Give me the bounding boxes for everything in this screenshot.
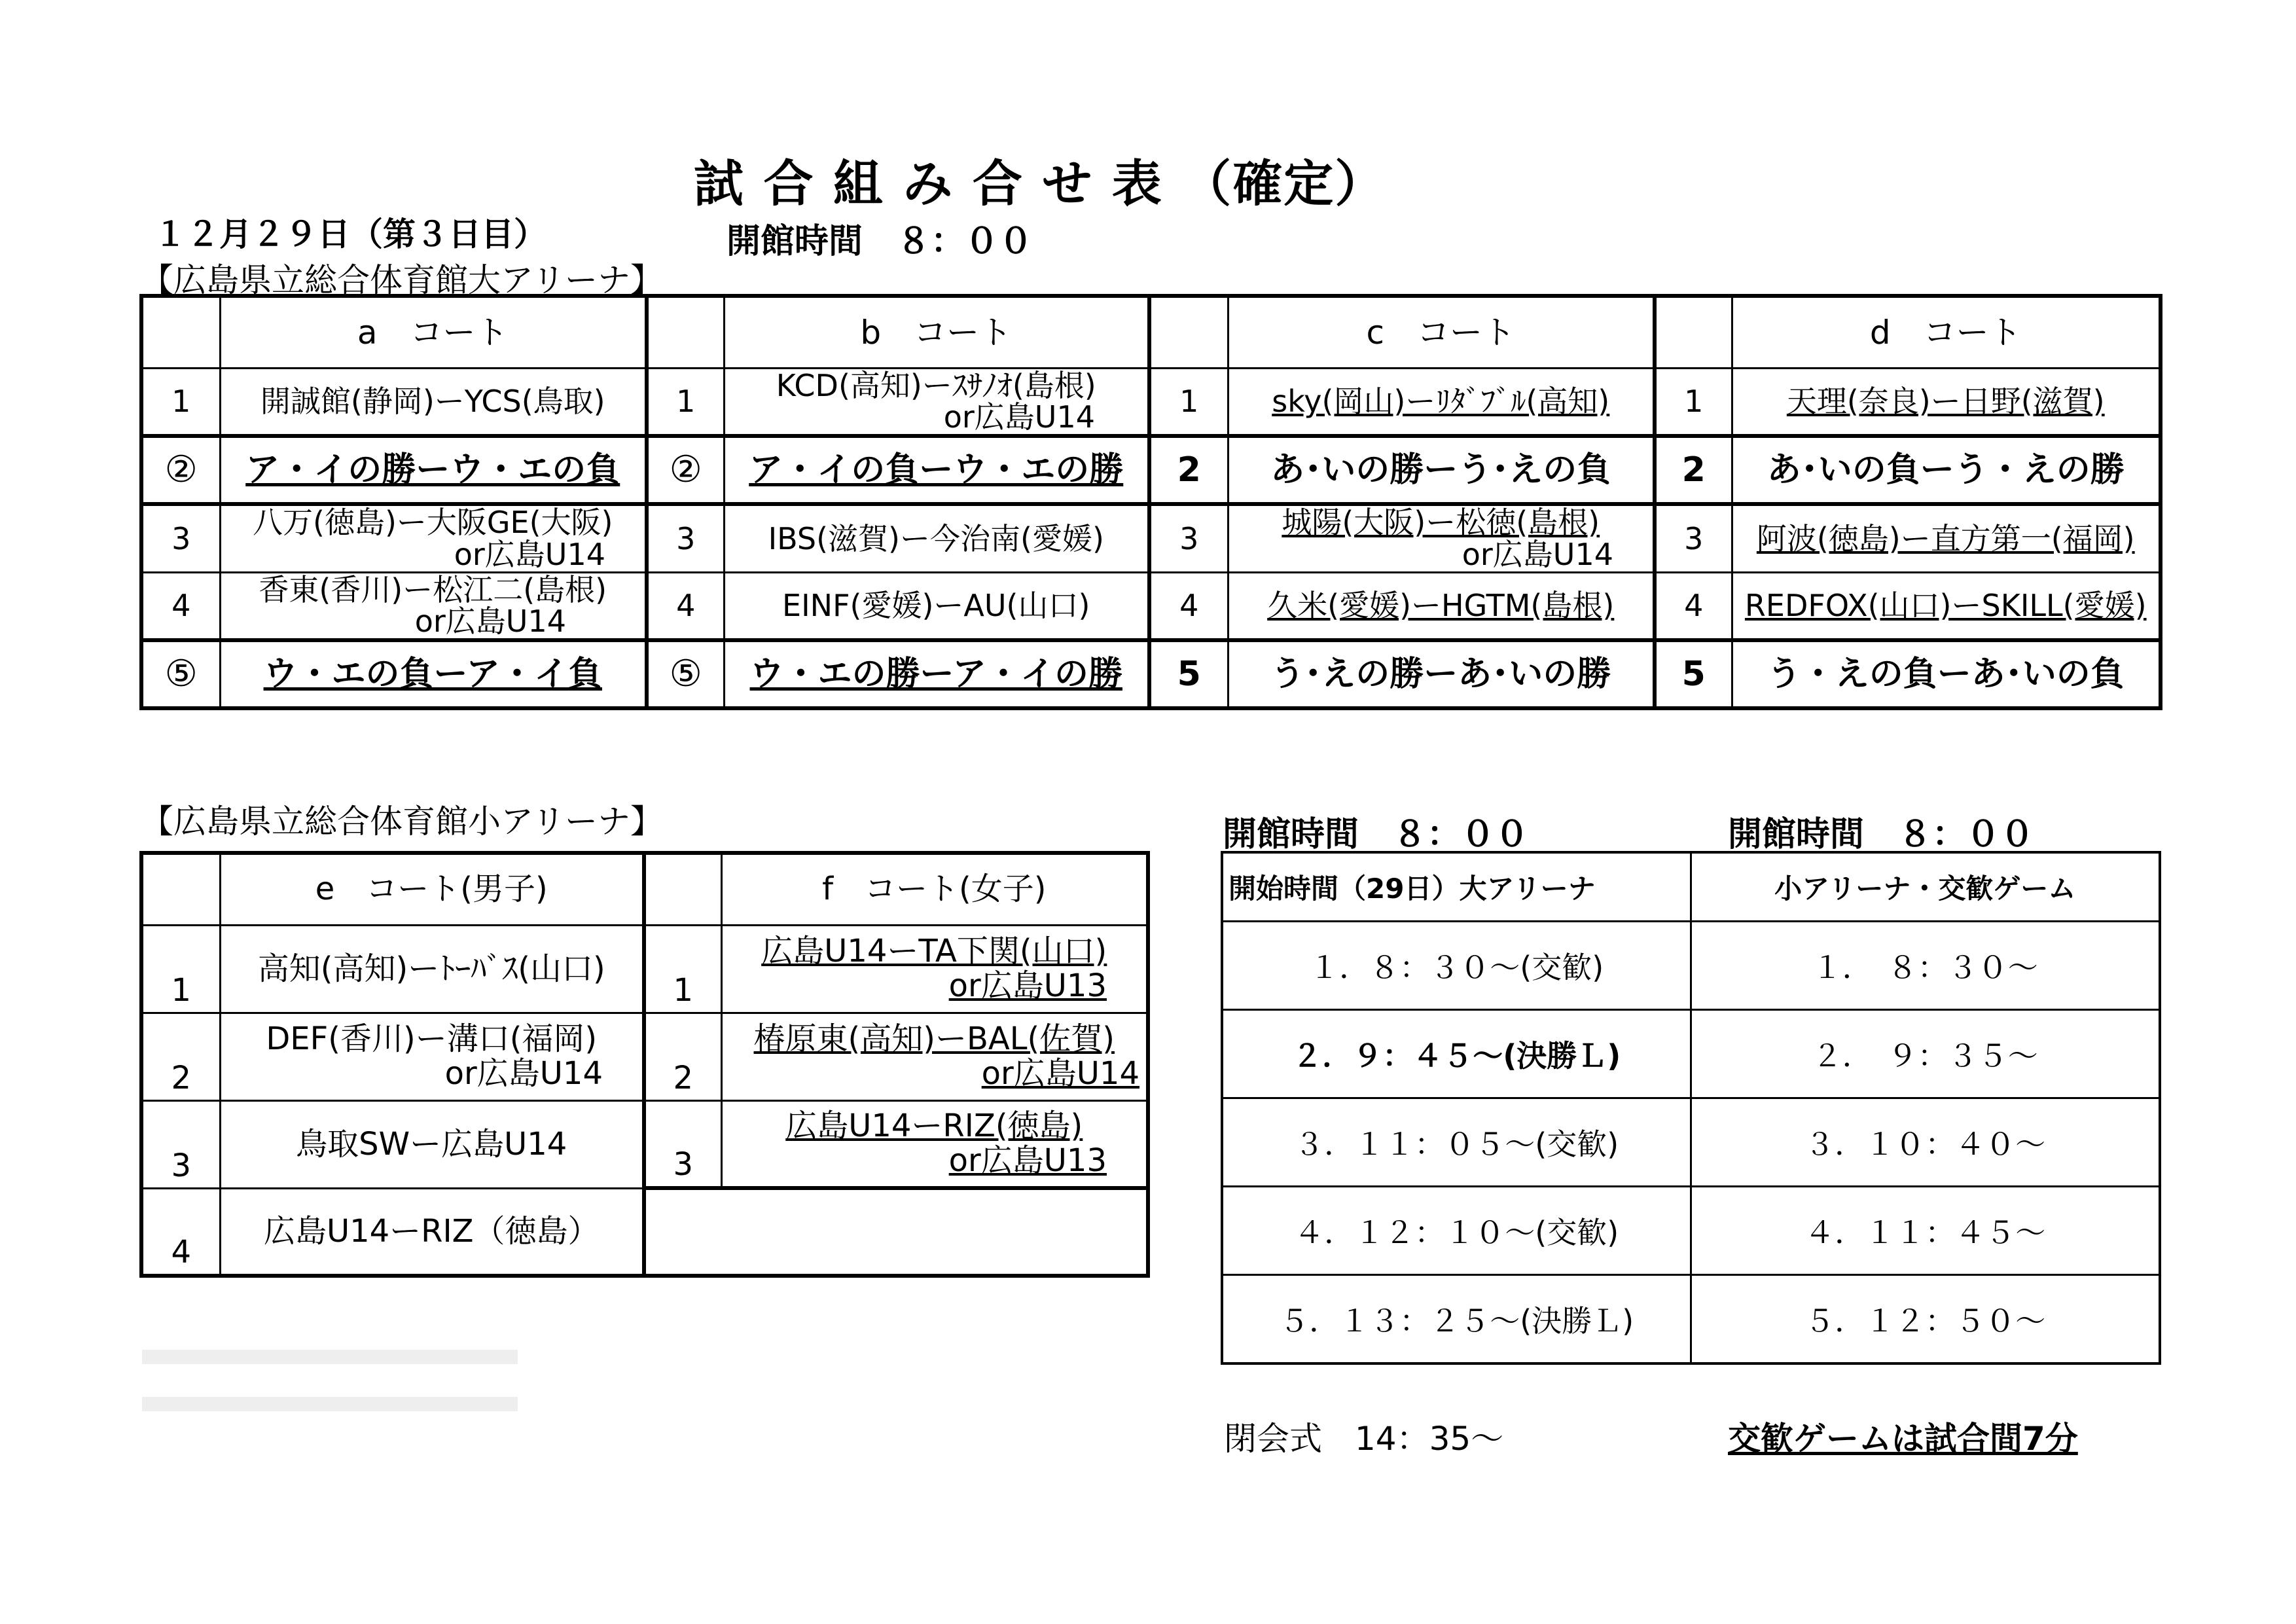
court-c-header: c コート bbox=[1228, 296, 1655, 368]
match-number: 4 bbox=[1655, 572, 1732, 640]
match-cell: 鳥取SWー広島U14 bbox=[220, 1100, 644, 1188]
court-f-header: f コート(女子) bbox=[721, 853, 1148, 925]
match-line: 広島U14ーTA下関(山口) bbox=[761, 933, 1107, 970]
match-cell: ウ・エの勝ーア・イの勝 bbox=[724, 640, 1149, 708]
schedule-time-large: ２．９：４５～(決勝Ｌ) bbox=[1222, 1010, 1691, 1098]
match-line-alt: or広島U14 bbox=[981, 1055, 1139, 1092]
match-line-alt: or広島U14 bbox=[444, 1055, 603, 1092]
placeholder-bar bbox=[142, 1350, 518, 1364]
event-date: １２月２９日（第３日目） bbox=[154, 215, 547, 253]
schedule-time-small: ４．１１：４５～ bbox=[1691, 1187, 2160, 1275]
match-cell: REDFOX(山口)ーSKILL(愛媛) bbox=[1732, 572, 2161, 640]
match-cell: あ･いの勝ーう･えの負 bbox=[1228, 436, 1655, 504]
match-cell bbox=[220, 1013, 644, 1100]
match-cell: sky(岡山)ーﾘﾀﾞﾌﾞﾙ(高知) bbox=[1228, 368, 1655, 436]
court-header-row bbox=[141, 853, 1148, 925]
match-cell: 阿波(徳島)ー直方第一(福岡) bbox=[1732, 504, 2161, 572]
page-title: 試 合 組 み 合 せ 表 （確定） bbox=[694, 154, 1386, 213]
schedule-time-large: ５．１３：２５～(決勝Ｌ) bbox=[1222, 1275, 1691, 1364]
schedule-row bbox=[1222, 922, 2160, 1010]
match-line-alt: or広島U14 bbox=[943, 399, 1095, 435]
match-line-alt: or広島U14 bbox=[454, 536, 605, 572]
closing-ceremony: 閉会式 14：35～ bbox=[1224, 1420, 1504, 1458]
schedule-time-small: ３．１０：４０～ bbox=[1691, 1098, 2160, 1187]
match-line-alt: or広島U13 bbox=[948, 967, 1107, 1004]
match-number: 2 bbox=[141, 1013, 220, 1100]
match-cell: あ･いの負ーう・えの勝 bbox=[1732, 436, 2161, 504]
schedule-time-large: １．８：３０～(交歓) bbox=[1222, 922, 1691, 1010]
large-arena-table bbox=[139, 294, 2162, 710]
match-line: 八万(徳島)ー大阪GE(大阪) bbox=[253, 505, 613, 541]
match-cell: 天理(奈良)ー日野(滋賀) bbox=[1732, 368, 2161, 436]
match-cell: う・えの負ーあ･いの負 bbox=[1732, 640, 2161, 708]
match-cell bbox=[721, 1013, 1148, 1100]
match-number: ⑤ bbox=[141, 640, 220, 708]
match-row bbox=[141, 1188, 1148, 1276]
match-row bbox=[141, 1013, 1148, 1100]
match-number: 3 bbox=[1149, 504, 1228, 572]
schedule-time-small: ２． ９：３５～ bbox=[1691, 1010, 2160, 1098]
match-number: 1 bbox=[141, 368, 220, 436]
match-cell bbox=[220, 504, 647, 572]
match-row bbox=[141, 925, 1148, 1013]
match-cell: 広島U14ーRIZ（徳島） bbox=[220, 1188, 644, 1276]
match-cell: ウ・エの負ーア・イ負 bbox=[220, 640, 647, 708]
match-cell: ア・イの負ーウ・エの勝 bbox=[724, 436, 1149, 504]
small-arena-table bbox=[139, 851, 1150, 1278]
placeholder-bar bbox=[142, 1397, 518, 1411]
schedule-header-small: 小アリーナ・交歓ゲーム bbox=[1691, 852, 2160, 922]
match-line: KCD(高知)ーｽｻﾉｵ(島根) bbox=[776, 368, 1096, 403]
match-line-alt: or広島U13 bbox=[948, 1142, 1107, 1180]
schedule-row bbox=[1222, 1010, 2160, 1098]
court-a-header: a コート bbox=[220, 296, 647, 368]
match-cell bbox=[721, 925, 1148, 1013]
match-line-alt: or広島U14 bbox=[414, 604, 566, 640]
match-cell bbox=[721, 1100, 1148, 1188]
schedule-row bbox=[1222, 1098, 2160, 1187]
court-b-header: b コート bbox=[724, 296, 1149, 368]
venue-large-arena: 【広島県立総合体育館大アリーナ】 bbox=[141, 261, 663, 299]
match-number: 1 bbox=[1149, 368, 1228, 436]
match-row bbox=[141, 368, 2161, 436]
court-header-row bbox=[141, 296, 2161, 368]
match-cell: 高知(高知)ーﾄｰﾊﾞｽ(山口) bbox=[220, 925, 644, 1013]
match-number: ② bbox=[647, 436, 724, 504]
match-line: DEF(香川)ー溝口(福岡) bbox=[266, 1020, 598, 1058]
schedule-time-small: ５．１２：５０～ bbox=[1691, 1275, 2160, 1364]
match-number: 1 bbox=[647, 368, 724, 436]
match-cell: 開誠館(静岡)ーYCS(鳥取) bbox=[220, 368, 647, 436]
match-number: ⑤ bbox=[647, 640, 724, 708]
match-line: 城陽(大阪)ー松徳(島根) bbox=[1282, 505, 1600, 541]
schedule-time-small: １． ８：３０～ bbox=[1691, 922, 2160, 1010]
match-line: 広島U14ーRIZ(徳島) bbox=[785, 1108, 1083, 1145]
match-line: 香東(香川)ー松江二(島根) bbox=[259, 572, 607, 607]
match-number: 2 bbox=[1655, 436, 1732, 504]
match-number: ② bbox=[141, 436, 220, 504]
schedule-header-large: 開始時間（29日）大アリーナ bbox=[1222, 852, 1691, 922]
schedule-time-large: ４．１２：１０～(交歓) bbox=[1222, 1187, 1691, 1275]
schedule-row bbox=[1222, 1187, 2160, 1275]
match-cell: EINF(愛媛)ーAU(山口) bbox=[724, 572, 1149, 640]
match-number: 3 bbox=[141, 504, 220, 572]
match-number: 1 bbox=[141, 925, 220, 1013]
match-cell bbox=[1228, 504, 1655, 572]
match-number: 2 bbox=[644, 1013, 721, 1100]
match-number: 3 bbox=[647, 504, 724, 572]
match-row bbox=[141, 640, 2161, 708]
court-d-header: d コート bbox=[1732, 296, 2161, 368]
match-number: 3 bbox=[644, 1100, 721, 1188]
match-number: 4 bbox=[141, 572, 220, 640]
match-cell: う･えの勝ーあ･いの勝 bbox=[1228, 640, 1655, 708]
match-row bbox=[141, 504, 2161, 572]
opening-time-schedule-right: 開館時間 ８：００ bbox=[1728, 815, 2035, 854]
match-number: 4 bbox=[647, 572, 724, 640]
schedule-table bbox=[1221, 851, 2161, 1365]
match-number: 1 bbox=[1655, 368, 1732, 436]
schedule-time-large: ３．１１：０５～(交歓) bbox=[1222, 1098, 1691, 1187]
match-number: 5 bbox=[1655, 640, 1732, 708]
venue-small-arena: 【広島県立総合体育館小アリーナ】 bbox=[141, 803, 663, 840]
match-cell bbox=[220, 572, 647, 640]
match-number: 5 bbox=[1149, 640, 1228, 708]
match-number: 1 bbox=[644, 925, 721, 1013]
match-line-alt: or広島U14 bbox=[1462, 536, 1613, 572]
match-cell: 久米(愛媛)ーHGTM(島根) bbox=[1228, 572, 1655, 640]
match-row bbox=[141, 436, 2161, 504]
schedule-header-row bbox=[1222, 852, 2160, 922]
schedule-row bbox=[1222, 1275, 2160, 1364]
match-number: 2 bbox=[1149, 436, 1228, 504]
match-line: 椿原東(高知)ーBAL(佐賀) bbox=[753, 1020, 1115, 1058]
exchange-game-note: 交歓ゲームは試合間7分 bbox=[1728, 1420, 2078, 1458]
match-number: 4 bbox=[1149, 572, 1228, 640]
match-cell: IBS(滋賀)ー今治南(愛媛) bbox=[724, 504, 1149, 572]
opening-time-schedule-left: 開館時間 ８：００ bbox=[1223, 815, 1530, 854]
court-e-header: e コート(男子) bbox=[220, 853, 644, 925]
match-row bbox=[141, 572, 2161, 640]
match-row bbox=[141, 1100, 1148, 1188]
opening-time-large: 開館時間 ８：００ bbox=[726, 222, 1033, 261]
match-number: 4 bbox=[141, 1188, 220, 1276]
match-number: 3 bbox=[1655, 504, 1732, 572]
match-number: 3 bbox=[141, 1100, 220, 1188]
match-cell: ア・イの勝ーウ・エの負 bbox=[220, 436, 647, 504]
match-cell bbox=[724, 368, 1149, 436]
